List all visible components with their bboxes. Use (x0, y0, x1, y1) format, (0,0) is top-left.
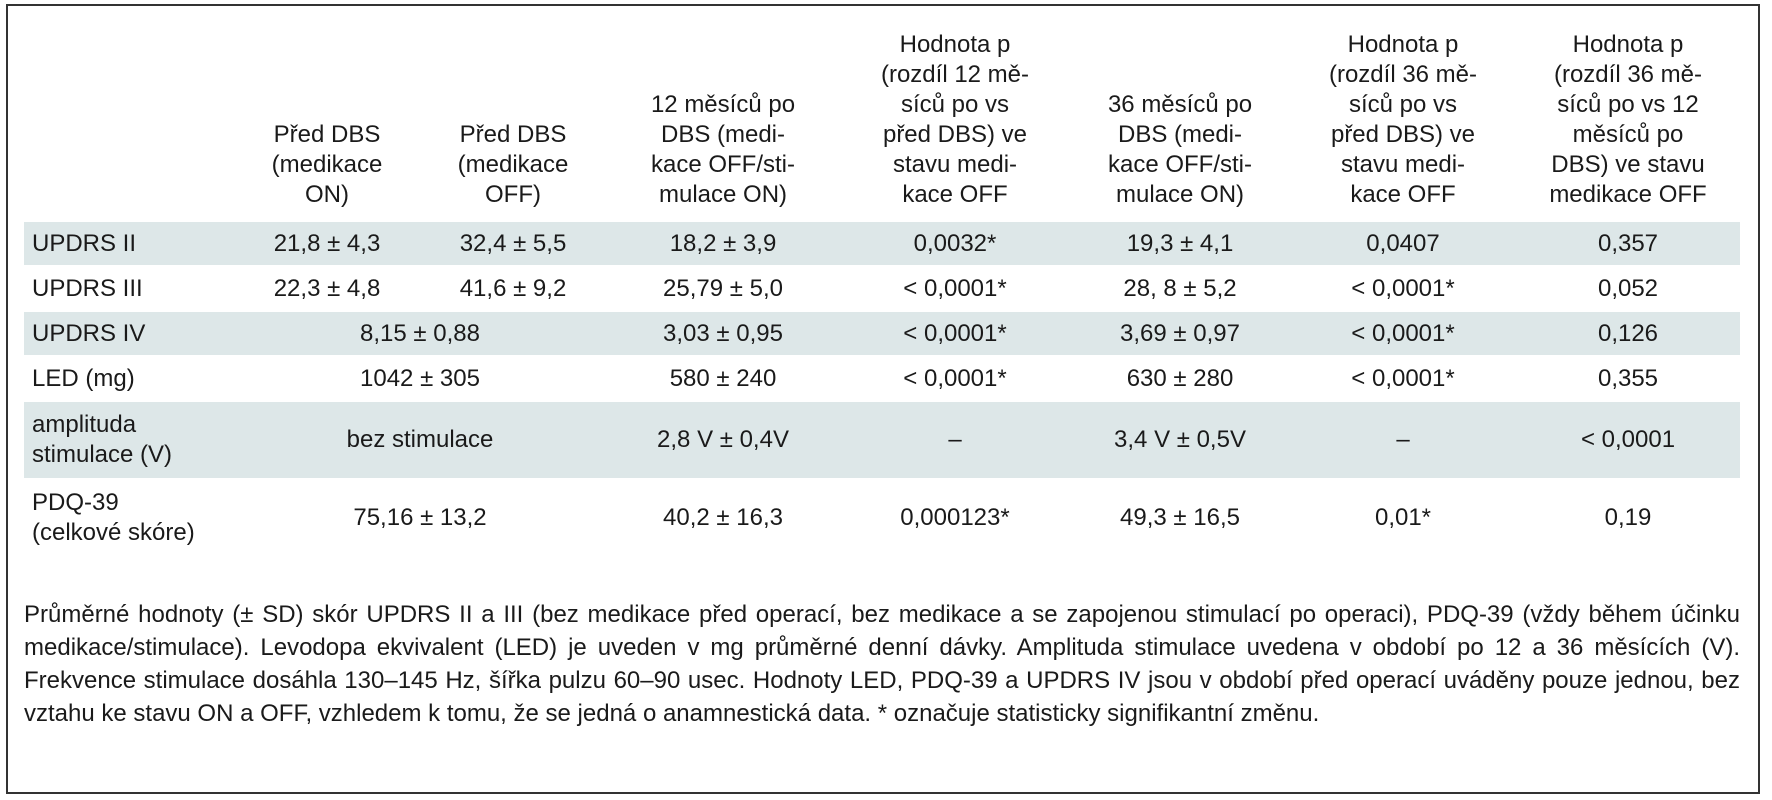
cell-p36-12: 0,052 (1597, 274, 1659, 302)
table-row-updrs-ii (24, 221, 1740, 266)
table-row-led (24, 356, 1740, 401)
cell-p12: < 0,0001* (840, 311, 1070, 356)
row-label: amplituda stimulace (V) (24, 401, 234, 479)
cell-12m: 40,2 ± 16,3 (663, 504, 783, 531)
cell-p36-12: 0,357 (1516, 221, 1740, 266)
cell-36m: 630 ± 280 (1126, 364, 1234, 392)
cell-p36-12: 0,355 (1597, 364, 1659, 392)
header-p-value-12: Hodnota p (rozdíl 12 mě- síců po vs před DBS) ve stavu medi- kace OFF (880, 31, 1030, 208)
cell-p36: 0,0407 (1290, 221, 1516, 266)
header-pre-dbs-on: Před DBS (medikace ON) (271, 121, 383, 208)
cell-12m: 18,2 ± 3,9 (606, 221, 840, 266)
row-label: UPDRS IV (24, 311, 234, 356)
header-p-value-36: Hodnota p (rozdíl 36 mě- síců po vs před DBS) ve stavu medi- kace OFF (1328, 31, 1478, 208)
cell-36m: 49,3 ± 16,5 (1120, 504, 1240, 531)
header-36-months: 36 měsíců po DBS (medi- kace OFF/sti- mulace ON) (1107, 91, 1253, 208)
row-label: PDQ-39 (celkové skóre) (32, 489, 195, 546)
cell-p12: 0,0032* (840, 221, 1070, 266)
cell-pre-off: 32,4 ± 5,5 (420, 221, 606, 266)
cell-pre-combined: 1042 ± 305 (360, 364, 480, 392)
cell-p36: – (1290, 401, 1516, 479)
header-p-value-36-vs-12: Hodnota p (rozdíl 36 mě- síců po vs 12 měsíců po DBS) ve stavu medikace OFF (1549, 31, 1707, 208)
cell-12m: 25,79 ± 5,0 (663, 274, 783, 302)
header-12-months: 12 měsíců po DBS (medi- kace OFF/sti- mulace ON) (650, 91, 796, 208)
cell-pre-combined: 8,15 ± 0,88 (234, 311, 606, 356)
cell-p36: < 0,0001* (1351, 364, 1455, 392)
row-label: UPDRS III (32, 274, 143, 302)
table-row-pdq39 (24, 479, 1740, 556)
cell-p36-12: 0,19 (1604, 504, 1652, 531)
cell-pre-on: 22,3 ± 4,8 (273, 274, 381, 302)
table-footnote: Průměrné hodnoty (± SD) skór UPDRS II a III (bez medikace před operací, bez medikace a se zapojenou stimulací po operaci), PDQ-39 (vždy během účinku medikace/stimulace). Levodopa ekvivalent (LED) je uveden v mg průměrné denní dávky. Amplituda stimulace uvedena v období po 12 a 36 měsících (V). Frekvence stimulace dosáhla 130–145 Hz, šířka pulzu 60–90 usec. Hodnoty LED, PDQ-39 a UPDRS IV jsou v období před operací uváděny pouze jednou, bez vztahu ke stavu ON a OFF, vzhledem k tomu, že se jedná o anamnestická data. * označuje statisticky signifikantní změnu. (24, 601, 1740, 727)
cell-pre-off: 41,6 ± 9,2 (459, 274, 567, 302)
cell-p12: 0,000123* (900, 504, 1010, 531)
cell-p36: < 0,0001* (1290, 311, 1516, 356)
header-row (24, 30, 1740, 221)
table-row-updrs-iii (24, 266, 1740, 311)
cell-p12: < 0,0001* (903, 274, 1007, 302)
cell-p12: < 0,0001* (903, 364, 1007, 392)
cell-36m: 3,69 ± 0,97 (1070, 311, 1290, 356)
header-cell-empty (24, 30, 234, 221)
header-pre-dbs-off: Před DBS (medikace OFF) (457, 121, 569, 208)
cell-36m: 19,3 ± 4,1 (1070, 221, 1290, 266)
cell-12m: 580 ± 240 (669, 364, 777, 392)
cell-36m: 3,4 V ± 0,5V (1070, 401, 1290, 479)
table-row-amplitude (24, 401, 1740, 479)
cell-p12: – (840, 401, 1070, 479)
cell-p36: 0,01* (1374, 504, 1432, 531)
cell-p36-12: 0,126 (1516, 311, 1740, 356)
cell-pre-combined: 75,16 ± 13,2 (353, 504, 487, 531)
results-table (24, 30, 1740, 556)
cell-36m: 28, 8 ± 5,2 (1123, 274, 1237, 302)
table-row-updrs-iv (24, 311, 1740, 356)
cell-pre-on: 21,8 ± 4,3 (234, 221, 420, 266)
cell-p36-12: < 0,0001 (1516, 401, 1740, 479)
cell-pre-combined: bez stimulace (234, 401, 606, 479)
cell-12m: 2,8 V ± 0,4V (606, 401, 840, 479)
cell-p36: < 0,0001* (1351, 274, 1455, 302)
cell-12m: 3,03 ± 0,95 (606, 311, 840, 356)
row-label: UPDRS II (24, 221, 234, 266)
row-label: LED (mg) (32, 364, 135, 392)
